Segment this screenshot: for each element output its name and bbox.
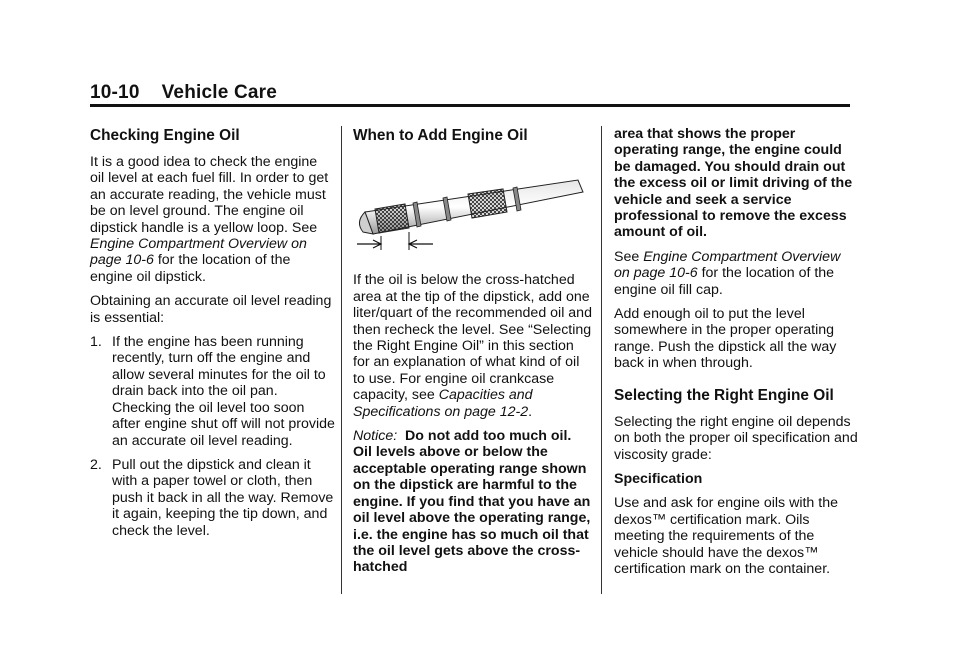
- heading-selecting-oil: Selecting the Right Engine Oil: [614, 386, 834, 404]
- page-number: 10-10: [90, 82, 140, 103]
- heading-when-to-add-oil: When to Add Engine Oil: [353, 127, 528, 144]
- notice-label: Notice:: [353, 428, 398, 445]
- page-header: [90, 82, 277, 104]
- subheading-specification: Specification: [614, 470, 703, 487]
- notice: [353, 428, 593, 576]
- column-3: [614, 126, 859, 585]
- paragraph: If the oil is below the cross-hatched area at the tip of the dipstick, add one liter/quart of the recommended oil and then recheck the level. See “Selecting the Right Engine Oil” in this section for an explanation of what kind of oil to use. For engine oil crankcase capacity, see Capacities and Specifications on page 12-2.: [353, 272, 592, 420]
- section-title: Vehicle Care: [161, 82, 278, 103]
- paragraph: Use and ask for engine oils with the dexos™ certification mark. Oils meeting the requirements of the vehicle should have the dexos™ certification mark on the container.: [614, 495, 838, 577]
- dipstick-illustration: [353, 174, 593, 254]
- paragraph: Selecting the right engine oil depends on both the proper oil specification and viscosity grade:: [614, 413, 858, 463]
- list-item: [90, 457, 335, 539]
- paragraph: It is a good idea to check the engine oil level at each fuel fill. In order to get an accurate reading, the vehicle must be on level ground. The engine oil dipstick handle is a yellow loop. See Engine Compartment Overview on page 10-6 for the location of the engine oil dipstick.: [90, 154, 329, 285]
- paragraph: Obtaining an accurate oil level reading is essential:: [90, 293, 332, 326]
- notice-text: Do not add too much oil. Oil levels above or below the acceptable operating range shown on the dipstick are harmful to the engine. If you find that you have an oil level above the operating range, i.e. the engine has so much oil that the oil level gets above the cross-hatched: [353, 428, 591, 576]
- heading-checking-engine-oil: Checking Engine Oil: [90, 127, 240, 144]
- paragraph: See Engine Compartment Overview on page 10-6 for the location of the engine oil fill cap.: [614, 248, 841, 298]
- steps-list: [90, 334, 335, 539]
- list-text: If the engine has been running recently, turn off the engine and allow several minutes for the oil to drain back into the oil pan. Checking the oil level too soon after engine shut off will not provide an accurate oil level reading.: [112, 334, 335, 449]
- cross-reference: Engine Compartment Overview on page 10-6: [614, 248, 841, 282]
- list-number: 1.: [90, 334, 102, 351]
- list-text: Pull out the dipstick and clean it with a paper towel or cloth, then push it back in all the way. Remove it again, keeping the tip down, and check the level.: [112, 456, 334, 539]
- cross-reference: Engine Compartment Overview on page 10-6: [90, 236, 307, 269]
- notice-continued: area that shows the proper operating range, the engine could be damaged. You should drain out the excess oil or limit driving of the vehicle and seek a service professional to remove the excess amount of oil.: [614, 126, 853, 241]
- cross-reference: Capacities and Specifications on page 12-2: [353, 387, 533, 420]
- column-divider-2: [601, 126, 602, 594]
- column-divider-1: [341, 126, 342, 594]
- list-item: [90, 334, 335, 449]
- header-rule: [90, 104, 850, 107]
- list-number: 2.: [90, 456, 102, 473]
- paragraph: Add enough oil to put the level somewhere in the proper operating range. Push the dipstick all the way back in when through.: [614, 306, 837, 372]
- column-2: [353, 126, 593, 584]
- column-1: [90, 126, 335, 547]
